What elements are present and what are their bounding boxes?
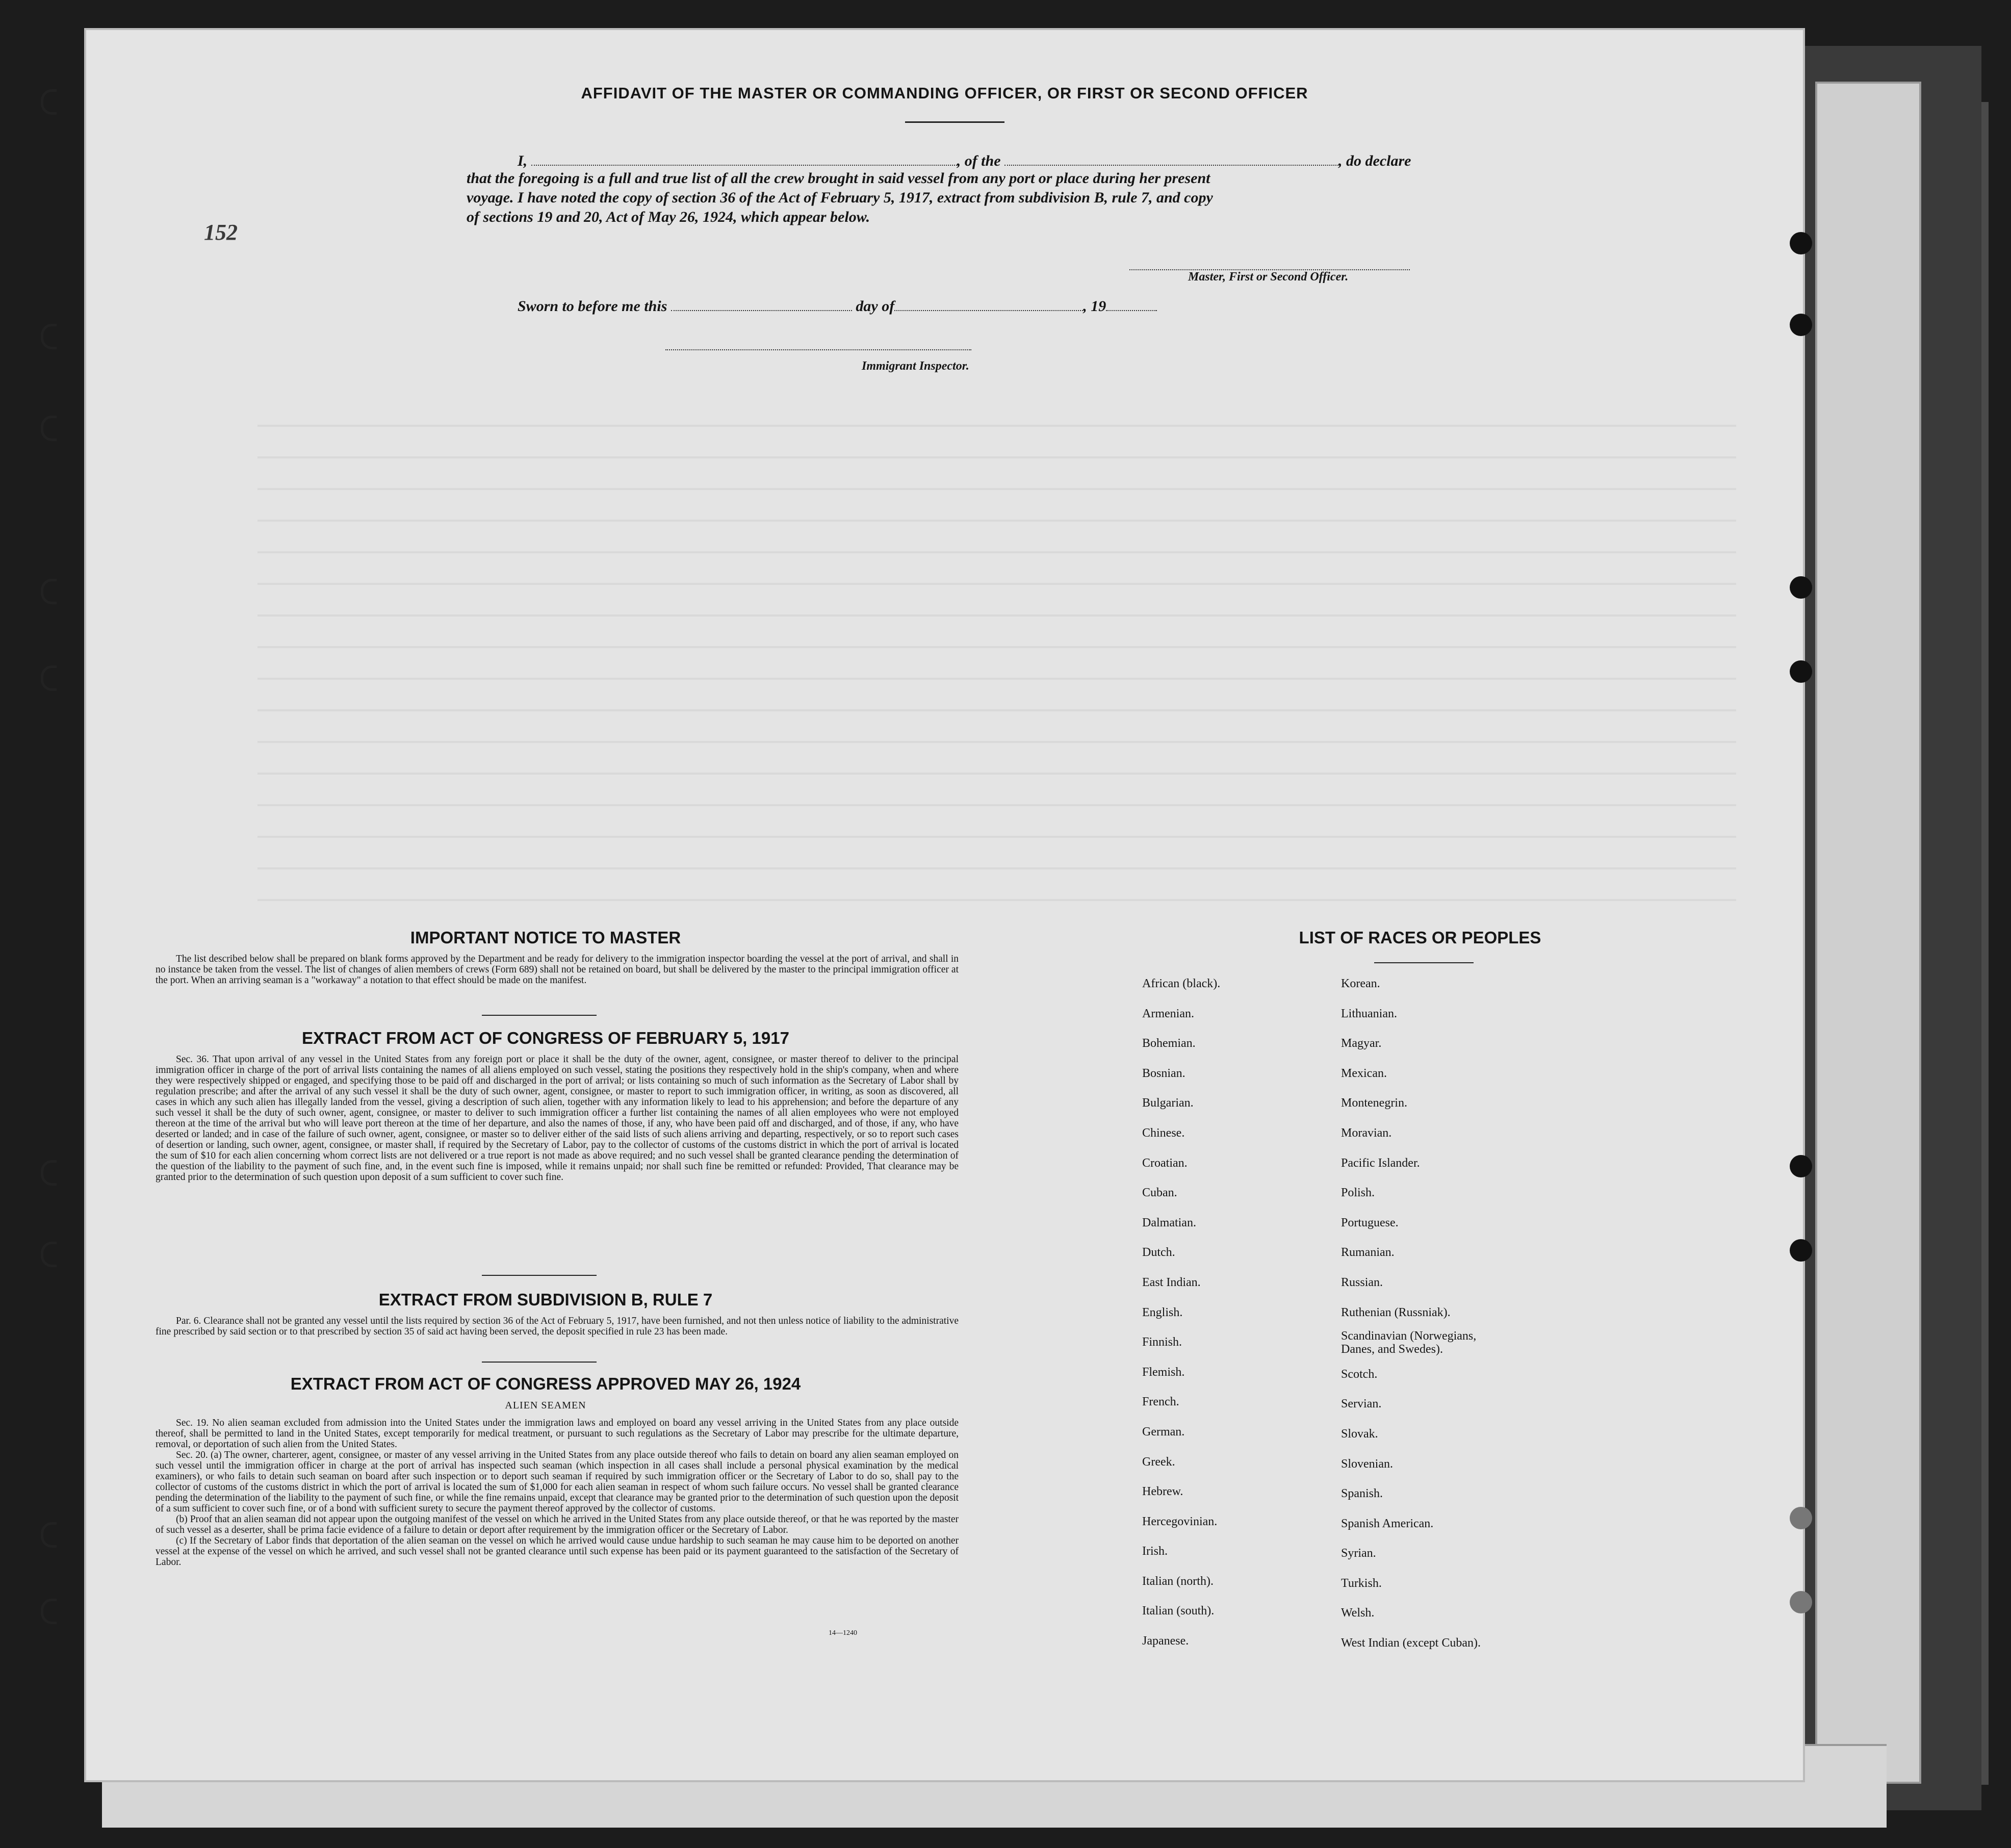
inspector-signature-line xyxy=(665,349,971,350)
race-item: French. xyxy=(1142,1395,1179,1409)
race-item: Slovenian. xyxy=(1341,1457,1393,1471)
race-item: Mexican. xyxy=(1341,1066,1387,1080)
races-column-1 xyxy=(1142,969,1220,1656)
declaration-text: , of the xyxy=(957,152,1001,169)
race-item: Magyar. xyxy=(1341,1037,1382,1050)
race-item: Bulgarian. xyxy=(1142,1096,1194,1110)
underlying-page-strip xyxy=(1815,82,1921,1784)
race-item: Spanish. xyxy=(1341,1487,1383,1501)
race-item: Croatian. xyxy=(1142,1156,1188,1170)
race-item: African (black). xyxy=(1142,977,1221,990)
document-page xyxy=(84,28,1805,1782)
sworn-statement xyxy=(518,296,1157,315)
section-rule xyxy=(482,1275,597,1276)
affidavit-declaration-line-1 xyxy=(518,150,1411,170)
affidavit-declaration-line-4: of sections 19 and 20, Act of May 26, 1924, which appear below. xyxy=(467,209,870,225)
race-item: Finnish. xyxy=(1142,1336,1182,1349)
sworn-text: , 19 xyxy=(1083,298,1106,315)
race-item: Rumanian. xyxy=(1341,1246,1395,1260)
race-item: Syrian. xyxy=(1341,1547,1376,1560)
vessel-field-line xyxy=(1004,150,1338,166)
race-item: Scandinavian (Norwegians, Danes, and Swedes). xyxy=(1341,1329,1477,1356)
notice-title: IMPORTANT NOTICE TO MASTER xyxy=(410,928,681,947)
race-item: Ruthenian (Russniak). xyxy=(1341,1305,1451,1319)
extract-1924-title: EXTRACT FROM ACT OF CONGRESS APPROVED MAY 26, 1924 xyxy=(290,1374,801,1393)
extract-1924-text xyxy=(156,1418,959,1568)
race-item: Greek. xyxy=(1142,1455,1175,1469)
race-item: Portuguese. xyxy=(1341,1216,1399,1229)
affidavit-declaration-line-3: voyage. I have noted the copy of section 36 of the Act of February 5, 1917, extract from subdivision B, rule 7, and copy xyxy=(467,189,1213,206)
affidavit-declaration-line-2: that the foregoing is a full and true list of all the crew brought in said vessel from any port or place during her present xyxy=(467,170,1210,187)
races-title: LIST OF RACES OR PEOPLES xyxy=(1299,928,1541,947)
sec-19-paragraph: Sec. 19. No alien seaman excluded from admission into the United States under the immigration laws and employed on board any vessel arriving in the United States from any place outside thereof, shall be permitted to land in the United States, except temporarily for medical treatment, or pursuant to such regulations as the Secretary of Labor may prescribe for the ultimate departure, removal, or deportation of such alien from the United States. xyxy=(156,1418,959,1450)
race-item: Japanese. xyxy=(1142,1634,1189,1648)
name-field-line xyxy=(531,150,957,166)
binding-ring xyxy=(41,416,57,441)
extract-rule7-title: EXTRACT FROM SUBDIVISION B, RULE 7 xyxy=(378,1290,713,1309)
race-item: German. xyxy=(1142,1425,1185,1439)
sec-20c-paragraph: (c) If the Secretary of Labor finds that deportation of the alien seaman on the vessel on which he arrived would cause undue hardship to such seaman he may cause him to be deported on another vessel at the expense of the vessel on which he arrived, and such vessel shall not be granted clearance until such expense has been paid or its payment guaranteed to the satisfaction of the Secretary of Labor. xyxy=(156,1535,959,1568)
inspector-caption: Immigrant Inspector. xyxy=(862,360,969,373)
race-item: Servian. xyxy=(1341,1397,1382,1411)
race-item: Bohemian. xyxy=(1142,1037,1196,1050)
race-item: Spanish American. xyxy=(1341,1517,1434,1530)
extract-1917-paragraph: Sec. 36. That upon arrival of any vessel in the United States from any foreign port or place it shall be the duty of the owner, agent, consignee, or master thereof to deliver to the principal immigration officer in charge of the port of arrival lists containing the names of all aliens employed on such vessel, stating the positions they respectively hold in the ship's company, when and where they were respectively shipped or engaged, and specifying those to be paid off and discharged in the port of arrival; or lists containing so much of such information as the Secretary of Labor shall by regulation prescribe; and after the arrival of any such vessel it shall be the duty of such owner, agent, consignee, or master to report to such immigration officer, in writing, as soon as discovered, all cases in which any such alien has illegally landed from the vessel, giving a description of such alien, together with any information likely to lead to his apprehension; and before the departure of any such vessel it shall be the duty of such owner, agent, consignee, or master to deliver to such immigration officer a further list containing the names of all alien employees who were not employed thereon at the time of the arrival but who will leave port thereon at the time of her departure, and also the names of those, if any, who have been paid off and discharged, and of those, if any, who have deserted or landed; and in case of the failure of such owner, agent, consignee, or master so to deliver either of the said lists of such aliens arriving and departing, respectively, or so to report such cases of desertion or landing, such owner, agent, consignee, or master shall, if required by the Secretary of Labor, pay to the collector of customs of the customs district in which the port of arrival is located the sum of $10 for each alien concerning whom correct lists are not delivered or a true report is not made as above required; and no such vessel shall be granted clearance pending the determination of the question of the liability to the payment of such fine, and, in the event such fine is imposed, while it remains unpaid; nor shall such fine be remitted or refunded: Provided, That clearance may be granted prior to the determination of such question upon deposit of a sum sufficient to cover such fine. xyxy=(156,1054,959,1183)
binding-ring xyxy=(41,1599,57,1624)
binding-ring xyxy=(41,665,57,691)
sec-20a-paragraph: Sec. 20. (a) The owner, charterer, agent, consignee, or master of any vessel arriving in the United States from any place outside thereof who fails to detain on board any alien seaman employed on such vessel until the immigration officer in charge at the port of arrival has inspected such seaman (which inspection in all cases shall include a personal physical examination by the medical examiners), or who fails to detain such seaman on board after such inspection or to deport such seaman if required by such immigration officer or the Secretary of Labor to do so, shall pay to the collector of customs of the customs district in which the port of arrival is located the sum of $1,000 for each alien seaman in respect of whom such failure occurs. No vessel shall be granted clearance pending the determination of the liability to the payment of such fine, or while the fine remains unpaid, except that clearance may be granted prior to the determination of such question upon the deposit of a sum sufficient to cover such fine, or of a bond with sufficient surety to secure the payment thereof approved by the collector of customs. xyxy=(156,1450,959,1514)
binding-ring xyxy=(41,579,57,604)
bleed-through-rows xyxy=(257,395,1736,905)
section-rule xyxy=(482,1362,597,1363)
extract-rule7-paragraph: Par. 6. Clearance shall not be granted any vessel until the lists required by section 36 of the Act of February 5, 1917, have been furnished, and not then unless notice of liability to the administrative fine prescribed by said section or to that prescribed by section 35 of said act having been served, the deposit specified in rule 23 has been made. xyxy=(156,1316,959,1337)
declaration-text: I, xyxy=(518,152,528,169)
binding-ring xyxy=(41,1522,57,1548)
binder-hole xyxy=(1790,314,1812,336)
race-item: Dutch. xyxy=(1142,1246,1175,1260)
race-item: Hercegovinian. xyxy=(1142,1515,1218,1528)
race-item: Hebrew. xyxy=(1142,1485,1183,1499)
section-rule xyxy=(482,1015,597,1016)
race-item: Chinese. xyxy=(1142,1126,1185,1140)
race-item: Bosnian. xyxy=(1142,1066,1185,1080)
sworn-text: day of xyxy=(856,298,895,315)
binder-hole xyxy=(1790,1239,1812,1262)
race-item: Welsh. xyxy=(1341,1606,1375,1620)
declaration-text: , do declare xyxy=(1338,152,1411,169)
notice-paragraph: The list described below shall be prepared on blank forms approved by the Department and be ready for delivery to the immigration inspector boarding the vessel at the port of arrival, and shall in no instance be taken from the vessel. The list of changes of alien members of crews (Form 689) shall not be retained on board, but shall be delivered by the master to the principal immigration officer at the port. When an arriving seaman is a "workaway" a notation to that effect should be made on the manifest. xyxy=(156,954,959,986)
race-item: Montenegrin. xyxy=(1341,1096,1407,1110)
binder-hole xyxy=(1790,232,1812,254)
affidavit-title: AFFIDAVIT OF THE MASTER OR COMMANDING OFFICER, OR FIRST OR SECOND OFFICER xyxy=(581,84,1308,102)
race-item: Italian (north). xyxy=(1142,1574,1214,1588)
race-item: Italian (south). xyxy=(1142,1604,1215,1618)
notice-text xyxy=(156,954,959,986)
sworn-month-line xyxy=(894,296,1083,311)
race-item: Lithuanian. xyxy=(1341,1007,1397,1020)
binder-hole xyxy=(1790,1507,1812,1529)
section-rule xyxy=(1374,962,1474,963)
race-item: Dalmatian. xyxy=(1142,1216,1196,1229)
margin-mark: 152 xyxy=(204,220,238,245)
race-item: Slovak. xyxy=(1341,1427,1378,1441)
extract-1917-text xyxy=(156,1054,959,1183)
race-item: Pacific Islander. xyxy=(1341,1156,1420,1170)
binding-ring xyxy=(41,1242,57,1267)
extract-1917-title: EXTRACT FROM ACT OF CONGRESS OF FEBRUARY 5, 1917 xyxy=(302,1029,789,1047)
binder-hole xyxy=(1790,660,1812,683)
form-number: 14—1240 xyxy=(829,1629,857,1637)
extract-1924-subtitle: ALIEN SEAMEN xyxy=(505,1400,586,1411)
race-item: Korean. xyxy=(1341,977,1380,990)
title-rule xyxy=(905,121,1004,123)
race-item: East Indian. xyxy=(1142,1275,1201,1289)
sworn-text: Sworn to before me this xyxy=(518,298,667,315)
master-signature-caption: Master, First or Second Officer. xyxy=(1188,270,1349,284)
sworn-year-line xyxy=(1106,296,1157,311)
race-item: Polish. xyxy=(1341,1186,1375,1200)
binder-hole xyxy=(1790,1591,1812,1613)
sworn-day-line xyxy=(671,296,852,311)
race-item: Armenian. xyxy=(1142,1007,1194,1020)
binding-ring xyxy=(41,324,57,349)
races-column-2 xyxy=(1341,969,1509,1658)
race-item: Moravian. xyxy=(1341,1126,1392,1140)
race-item: Scotch. xyxy=(1341,1367,1378,1381)
binder-hole xyxy=(1790,576,1812,599)
binding-ring xyxy=(41,89,57,115)
race-item: Cuban. xyxy=(1142,1186,1177,1200)
race-item: West Indian (except Cuban). xyxy=(1341,1636,1481,1650)
race-item: English. xyxy=(1142,1305,1183,1319)
race-item: Russian. xyxy=(1341,1275,1383,1289)
sec-20b-paragraph: (b) Proof that an alien seaman did not appear upon the outgoing manifest of the vessel on which he arrived in the United States from any place outside thereof, or that he was reported by the master of such vessel as a deserter, shall be prima facie evidence of a failure to detain or deport after requirement by the immigration officer or the Secretary of Labor. xyxy=(156,1514,959,1535)
binder-hole xyxy=(1790,1155,1812,1177)
race-item: Flemish. xyxy=(1142,1365,1185,1379)
binding-ring xyxy=(41,1160,57,1186)
race-item: Irish. xyxy=(1142,1545,1168,1558)
extract-rule7-text xyxy=(156,1316,959,1337)
race-item: Turkish. xyxy=(1341,1576,1382,1590)
